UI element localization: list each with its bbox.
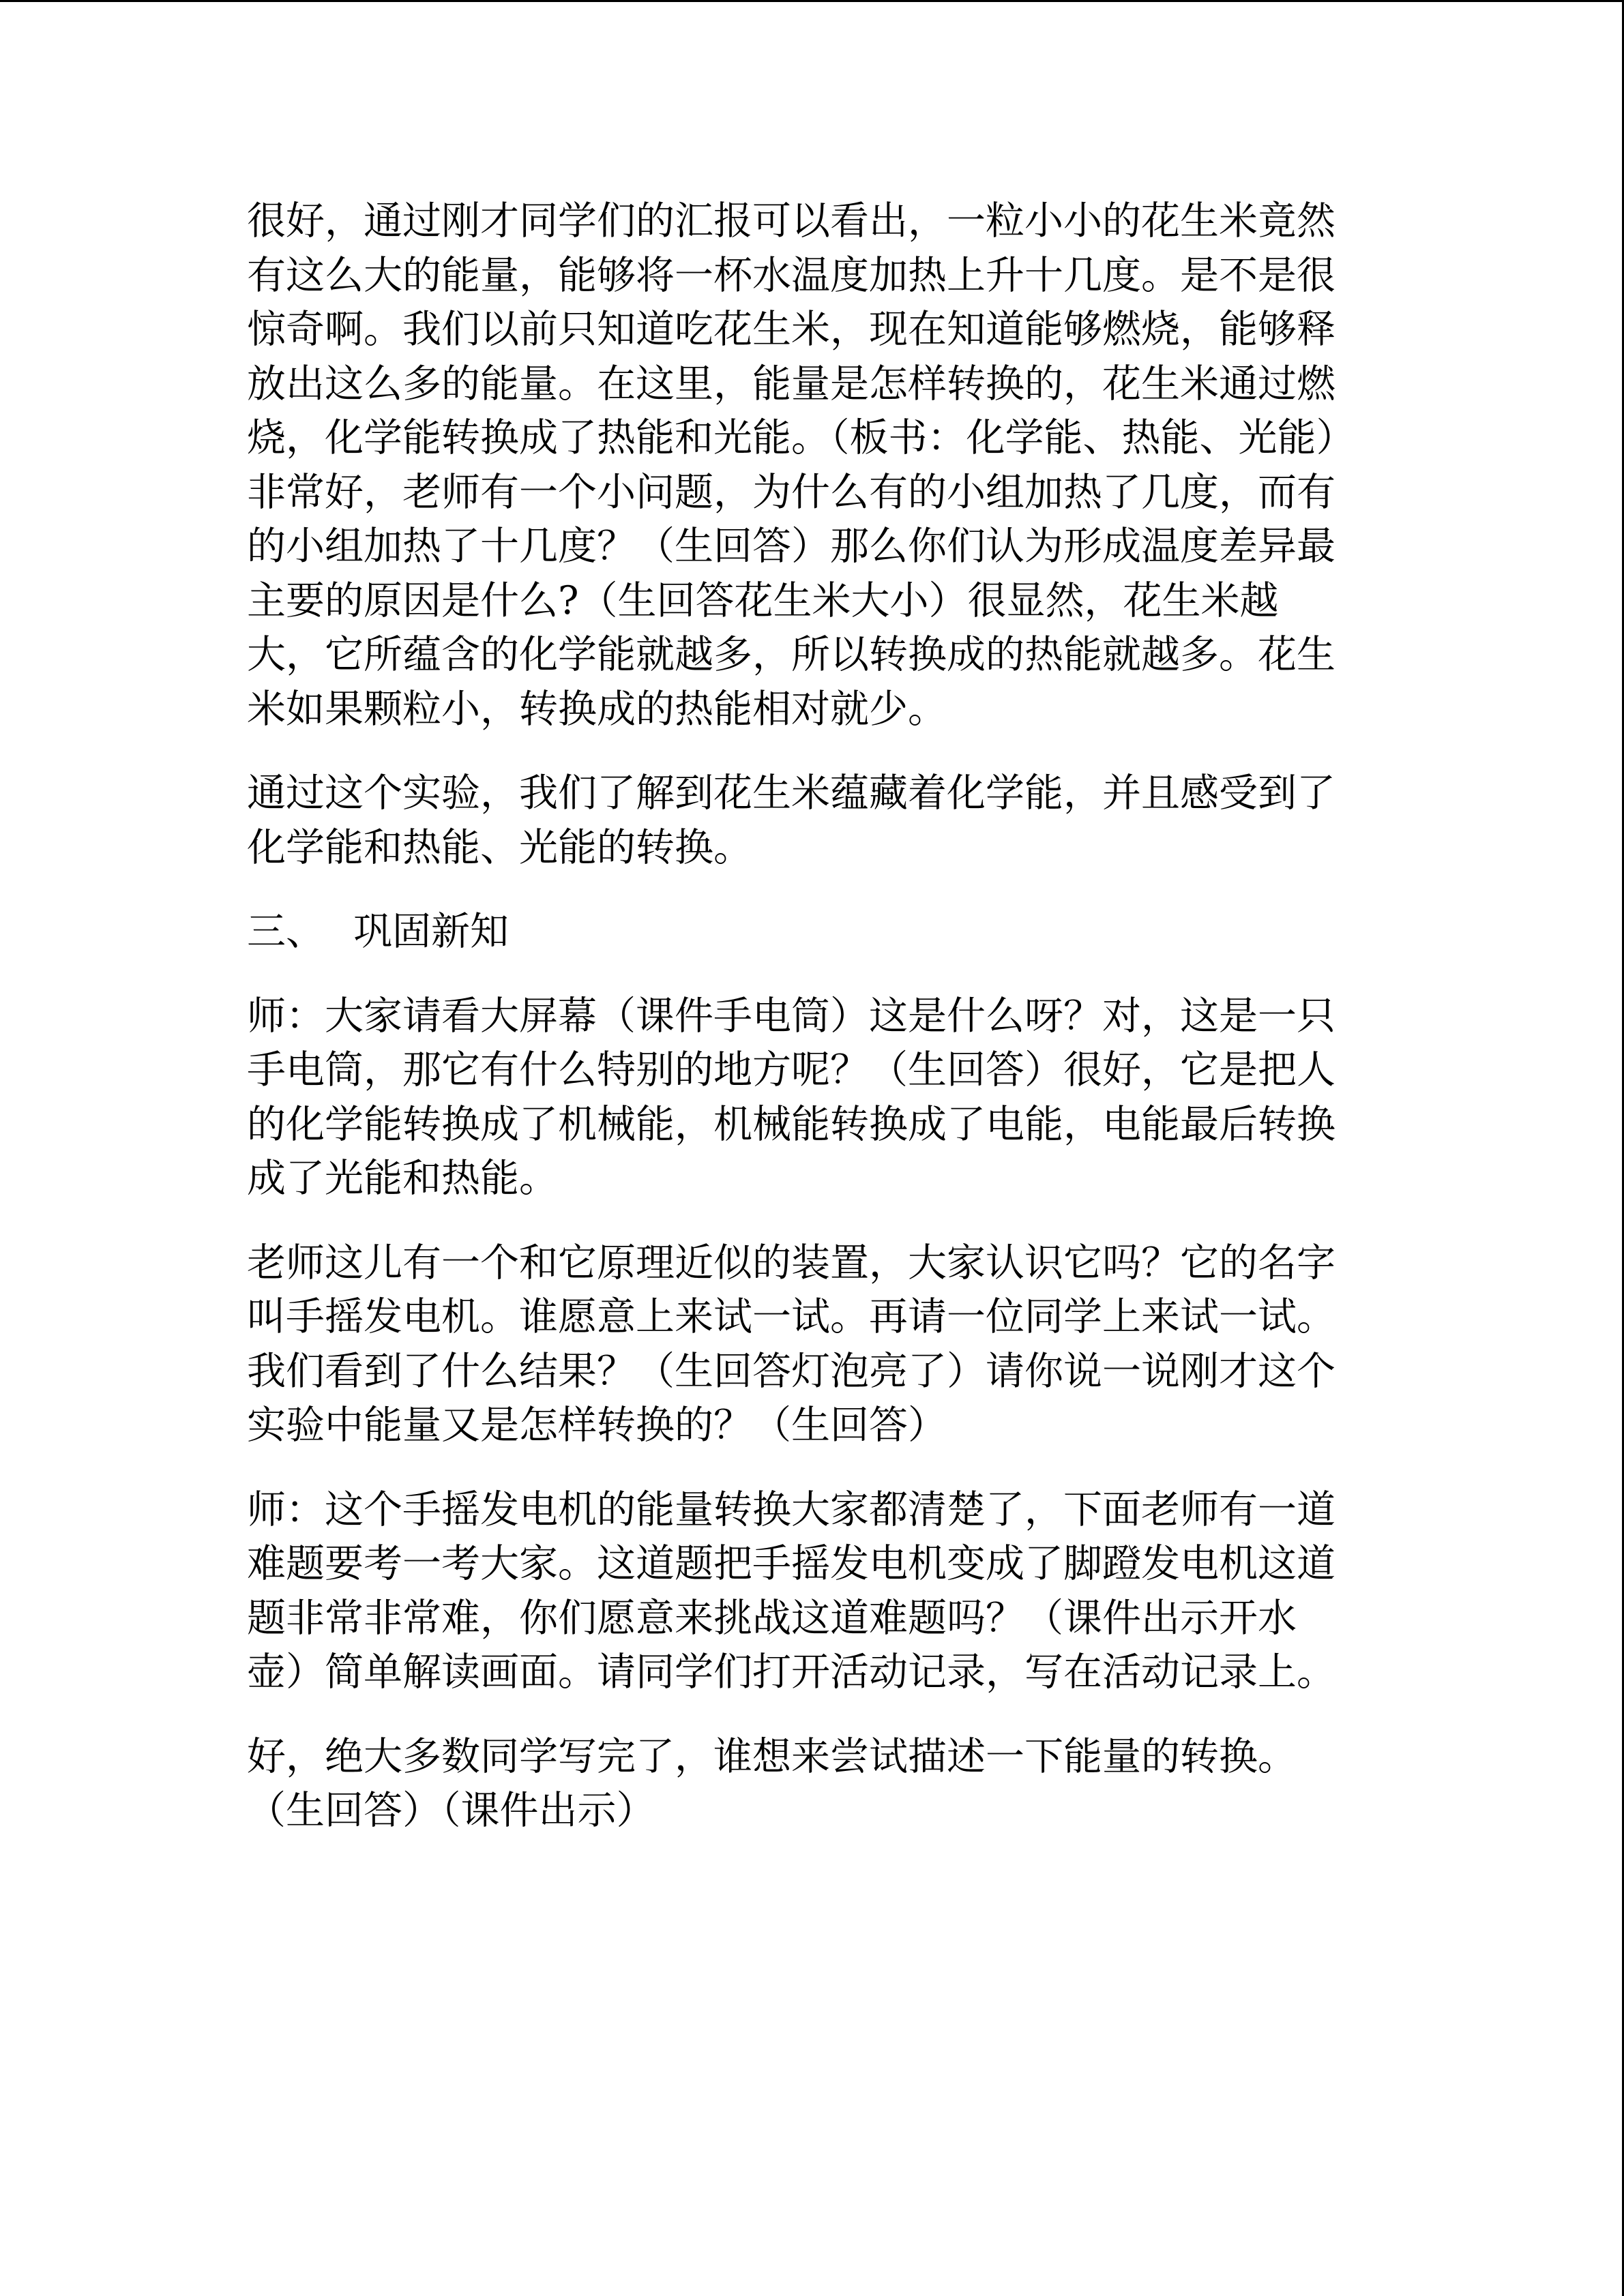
section-heading <box>247 905 1338 959</box>
paragraph-hand-crank-generator: 老师这儿有一个和它原理近似的装置，大家认识它吗？它的名字叫手摇发电机。谁愿意上来试一试。再请一位同学上来试一试。我们看到了什么结果？（生回答灯泡亮了）请你说一说刚才这个实验中能量又是怎样转换的？（生回答） <box>247 1240 1335 1448</box>
paragraph-experiment-summary: 通过这个实验，我们了解到花生米蕴藏着化学能，并且感受到了化学能和热能、光能的转换。 <box>247 771 1335 870</box>
section-number: 三、 <box>247 909 325 954</box>
paragraph-energy-conversion: 好，绝大多数同学写完了，谁想来尝试描述一下能量的转换。（生回答）（课件出示） <box>247 1733 1297 1833</box>
paragraph-flashlight: 师：大家请看大屏幕（课件手电筒）这是什么呀？对，这是一只手电筒，那它有什么特别的地方呢？（生回答）很好，它是把人的化学能转换成了机械能，机械能转换成了电能，电能最后转换成了光能和热能。 <box>247 993 1335 1201</box>
section-title: 巩固新知 <box>353 909 509 954</box>
paragraph-pedal-generator: 师：这个手摇发电机的能量转换大家都清楚了，下面老师有一道难题要考一考大家。这道题把手摇发电机变成了脚蹬发电机这道题非常非常难，你们愿意来挑战这道难题吗？（课件出示开水壶）简单解读画面。请同学们打开活动记录，写在活动记录上。 <box>247 1487 1335 1695</box>
document-body <box>247 194 1338 1868</box>
paragraph-peanut-energy: 很好，通过刚才同学们的汇报可以看出，一粒小小的花生米竟然有这么大的能量，能够将一杯水温度加热上升十几度。是不是很惊奇啊。我们以前只知道吃花生米，现在知道能够燃烧，能够释放出这么多的能量。在这里，能量是怎样转换的，花生米通过燃烧，化学能转换成了热能和光能。（板书：化学能、热能、光能）非常好，老师有一个小问题，为什么有的小组加热了几度，而有的小组加热了十几度？（生回答）那么你们认为形成温度差异最主要的原因是什么?（生回答花生米大小）很显然，花生米越大，它所蕴含的化学能就越多，所以转换成的热能就越多。花生米如果颗粒小，转换成的热能相对就少。 <box>247 198 1335 732</box>
